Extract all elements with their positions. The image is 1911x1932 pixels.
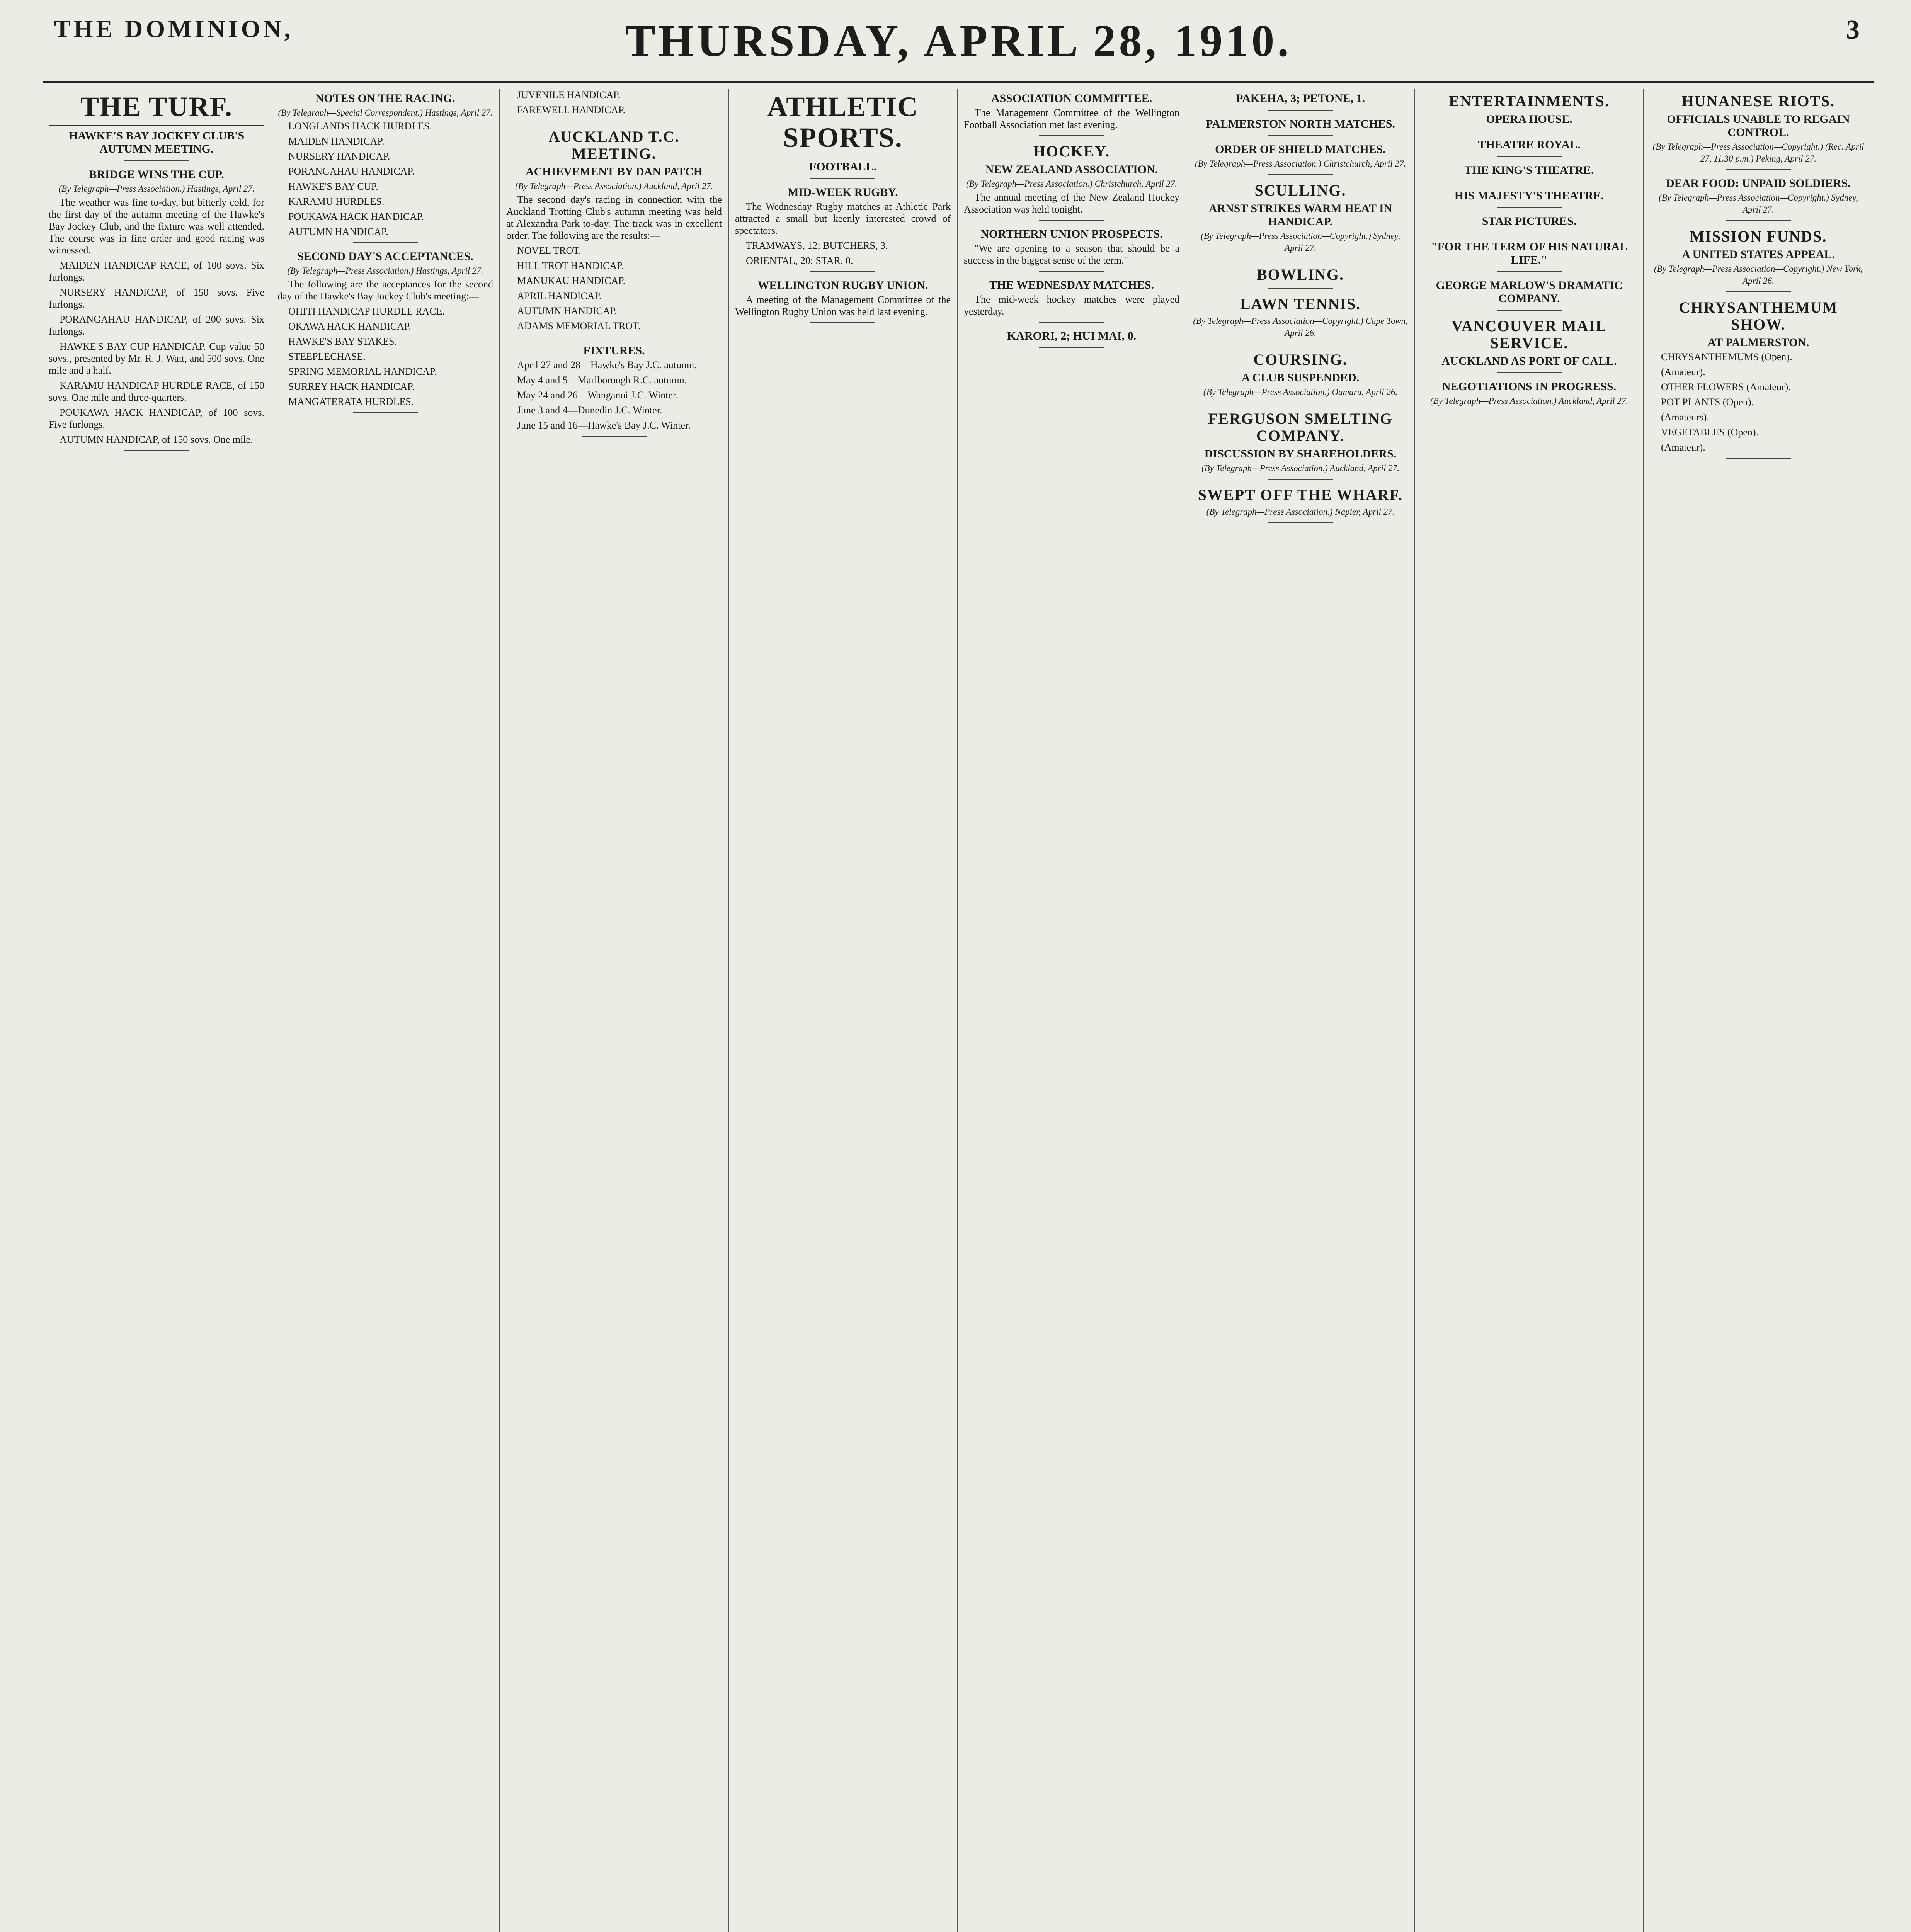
article xyxy=(1650,177,1867,221)
masthead-title: THURSDAY, APRIL 28, 1910. xyxy=(625,15,1292,66)
article xyxy=(277,250,493,413)
article xyxy=(964,228,1179,272)
subheadline: ARNST STRIKES WARM HEAT IN HANDICAP. xyxy=(1208,202,1392,228)
headline: HUNANESE RIOTS. xyxy=(1681,92,1835,110)
paragraph: (Amateur). xyxy=(1661,442,1705,453)
paragraph: OHITI HANDICAP HURDLE RACE. xyxy=(288,306,445,317)
article xyxy=(1421,380,1637,412)
divider xyxy=(353,412,417,413)
article xyxy=(1421,189,1637,208)
paragraph: The Wednesday Rugby matches at Athletic Park attracted a small but keenly interested crowd of spectators. xyxy=(735,201,951,236)
article xyxy=(1193,266,1408,289)
dateline: (By Telegraph—Special Correspondent.) Hastings, April 27. xyxy=(278,108,493,117)
column-6 xyxy=(1186,89,1415,1932)
subheadline: AT PALMERSTON. xyxy=(1707,336,1809,349)
article xyxy=(1193,117,1408,136)
divider xyxy=(1497,310,1561,311)
subheadline: ORDER OF SHIELD MATCHES. xyxy=(1215,143,1386,156)
page-number: 3 xyxy=(1846,15,1863,45)
article xyxy=(49,91,264,161)
subheadline: WELLINGTON RUGBY UNION. xyxy=(757,279,928,292)
paragraph: NOVEL TROT. xyxy=(517,245,581,256)
divider xyxy=(1497,271,1561,272)
paragraph: PORANGAHAU HANDICAP. xyxy=(288,166,415,177)
paragraph: APRIL HANDICAP. xyxy=(517,290,602,301)
subheadline: NOTES ON THE RACING. xyxy=(315,92,455,105)
paragraph: A meeting of the Management Committee of the Wellington Rugby Union was held last evening. xyxy=(735,294,951,317)
headline: BOWLING. xyxy=(1256,266,1344,283)
subheadline: ACHIEVEMENT BY DAN PATCH xyxy=(525,165,703,178)
subheadline: AUCKLAND AS PORT OF CALL. xyxy=(1441,355,1617,367)
paragraph: NURSERY HANDICAP. xyxy=(288,151,390,162)
paragraph: The annual meeting of the New Zealand Hockey Association was held tonight. xyxy=(964,192,1179,215)
headline: CHRYSANTHEMUM SHOW. xyxy=(1679,299,1838,333)
paragraph: NURSERY HANDICAP, of 150 sovs. Five furlongs. xyxy=(49,287,264,310)
article xyxy=(506,128,722,337)
divider xyxy=(124,160,189,161)
subheadline: NEW ZEALAND ASSOCIATION. xyxy=(985,163,1158,176)
paragraph: April 27 and 28—Hawke's Bay J.C. autumn. xyxy=(517,359,697,371)
dateline: (By Telegraph—Press Association—Copyright.) Cape Town, April 26. xyxy=(1193,316,1408,338)
subheadline: NEGOTIATIONS IN PROGRESS. xyxy=(1442,380,1617,393)
paragraph: MANUKAU HANDICAP. xyxy=(517,275,626,286)
dateline: (By Telegraph—Press Association—Copyright.) Sydney, April 27. xyxy=(1201,231,1400,253)
subheadline: HIS MAJESTY'S THEATRE. xyxy=(1454,189,1604,202)
divider xyxy=(1268,135,1332,136)
paragraph: SURREY HACK HANDICAP. xyxy=(288,381,415,392)
masthead xyxy=(43,8,1874,83)
article xyxy=(1193,143,1408,175)
article xyxy=(506,89,722,121)
paragraph: KARAMU HANDICAP HURDLE RACE, of 150 sovs. One mile and three-quarters. xyxy=(49,380,264,403)
article xyxy=(277,92,493,243)
subheadline: KARORI, 2; HUI MAI, 0. xyxy=(1007,330,1137,342)
paragraph: CHRYSANTHEMUMS (Open). xyxy=(1661,351,1792,362)
dateline: (By Telegraph—Press Association.) Napier, April 27. xyxy=(1206,507,1395,517)
subheadline: PALMERSTON NORTH MATCHES. xyxy=(1206,117,1395,130)
paragraph: AUTUMN HANDICAP, of 150 sovs. One mile. xyxy=(60,434,253,445)
dateline: (By Telegraph—Press Association.) Hastings, April 27. xyxy=(287,266,483,276)
subheadline: THE WEDNESDAY MATCHES. xyxy=(989,279,1154,291)
headline: ENTERTAINMENTS. xyxy=(1449,92,1610,110)
paragraph: AUTUMN HANDICAP. xyxy=(517,305,617,316)
article xyxy=(1421,318,1637,373)
divider xyxy=(1497,372,1561,373)
paragraph: MAIDEN HANDICAP RACE, of 100 sovs. Six furlongs. xyxy=(49,260,264,283)
divider xyxy=(1497,156,1561,157)
paragraph: MAIDEN HANDICAP. xyxy=(288,136,385,147)
headline: FERGUSON SMELTING COMPANY. xyxy=(1208,410,1393,444)
article xyxy=(1650,93,1867,170)
headline: SWEPT OFF THE WHARF. xyxy=(1198,486,1403,503)
paragraph: (Amateurs). xyxy=(1661,412,1709,423)
subheadline: FOOTBALL. xyxy=(809,160,877,173)
dateline: (By Telegraph—Press Association.) Christchurch, April 27. xyxy=(966,179,1178,189)
divider xyxy=(1268,522,1332,523)
dateline: (By Telegraph—Press Association.) Oamaru, April 26. xyxy=(1203,387,1398,397)
article xyxy=(964,330,1179,348)
divider xyxy=(1039,220,1104,221)
paragraph: OTHER FLOWERS (Amateur). xyxy=(1661,381,1791,393)
dateline: (By Telegraph—Press Association.) Auckland, April 27. xyxy=(1201,463,1399,473)
paragraph: HAWKE'S BAY CUP HANDICAP. Cup value 50 sovs., presented by Mr. R. J. Watt, and 500 sovs. One mile and a half. xyxy=(49,341,264,376)
article xyxy=(1650,228,1867,292)
dateline: (By Telegraph—Press Association.) Auckland, April 27. xyxy=(1430,396,1628,406)
paragraph: HAWKE'S BAY CUP. xyxy=(288,181,378,192)
paragraph: (Amateur). xyxy=(1661,366,1705,378)
paragraph: POUKAWA HACK HANDICAP, of 100 sovs. Five furlongs. xyxy=(49,407,264,430)
divider xyxy=(1726,169,1791,170)
paragraph: The second day's racing in connection with the Auckland Trotting Club's autumn meeting was held at Alexandra Park to-day. The track was in excellent order. The following are the results:— xyxy=(506,194,722,241)
columns xyxy=(43,89,1874,1932)
headline: THE TURF. xyxy=(49,91,264,126)
dateline: (By Telegraph—Press Association.) Auckland, April 27. xyxy=(515,181,713,191)
divider xyxy=(353,242,417,243)
article xyxy=(1421,279,1637,311)
article xyxy=(735,186,951,272)
masthead-left: THE DOMINION, xyxy=(54,15,294,43)
article xyxy=(1193,92,1408,111)
subheadline: THE KING'S THEATRE. xyxy=(1464,164,1594,177)
paragraph: OKAWA HACK HANDICAP. xyxy=(288,321,411,332)
subheadline: HAWKE'S BAY JOCKEY CLUB'S AUTUMN MEETING. xyxy=(68,129,245,155)
headline: AUCKLAND T.C. MEETING. xyxy=(548,128,680,162)
headline: COURSING. xyxy=(1253,351,1348,368)
article xyxy=(1193,296,1408,344)
subheadline: DEAR FOOD: UNPAID SOLDIERS. xyxy=(1666,177,1851,190)
article xyxy=(1193,486,1408,523)
subheadline: A UNITED STATES APPEAL. xyxy=(1682,248,1835,261)
paragraph: STEEPLECHASE. xyxy=(288,351,366,362)
subheadline: "FOR THE TERM OF HIS NATURAL LIFE." xyxy=(1431,240,1628,266)
column-8 xyxy=(1644,89,1873,1932)
paragraph: HILL TROT HANDICAP. xyxy=(517,260,624,271)
divider xyxy=(1268,288,1332,289)
paragraph: MANGATERATA HURDLES. xyxy=(288,396,414,407)
divider xyxy=(1726,220,1791,221)
subheadline: FIXTURES. xyxy=(583,344,645,357)
divider xyxy=(1268,479,1332,480)
headline: HOCKEY. xyxy=(1033,143,1110,160)
paragraph: SPRING MEMORIAL HANDICAP. xyxy=(288,366,437,377)
paragraph: June 3 and 4—Dunedin J.C. Winter. xyxy=(517,405,662,416)
column-2 xyxy=(271,89,500,1932)
divider xyxy=(1497,207,1561,208)
divider xyxy=(1726,458,1791,459)
subheadline: NORTHERN UNION PROSPECTS. xyxy=(980,228,1163,240)
article xyxy=(964,143,1179,221)
paragraph: "We are opening to a season that should be a success in the biggest sense of the term." xyxy=(964,243,1179,266)
divider xyxy=(1039,271,1104,272)
column-1 xyxy=(43,89,271,1932)
paragraph: POT PLANTS (Open). xyxy=(1661,396,1754,408)
subheadline: SECOND DAY'S ACCEPTANCES. xyxy=(297,250,473,263)
divider xyxy=(810,322,875,323)
article xyxy=(49,168,264,451)
paragraph: June 15 and 16—Hawke's Bay J.C. Winter. xyxy=(517,420,691,431)
divider xyxy=(1268,110,1332,111)
subheadline: BRIDGE WINS THE CUP. xyxy=(89,168,224,181)
paragraph: May 24 and 26—Wanganui J.C. Winter. xyxy=(517,389,678,401)
paragraph: ORIENTAL, 20; STAR, 0. xyxy=(746,255,853,266)
paragraph: ADAMS MEMORIAL TROT. xyxy=(517,320,641,332)
headline: LAWN TENNIS. xyxy=(1240,295,1361,313)
dateline: (By Telegraph—Press Association—Copyright.) (Rec. April 27, 11.30 p.m.) Peking, April 27. xyxy=(1652,142,1864,163)
article xyxy=(1421,215,1637,233)
divider xyxy=(1039,135,1104,136)
divider xyxy=(810,178,875,179)
subheadline: PAKEHA, 3; PETONE, 1. xyxy=(1236,92,1365,105)
article xyxy=(1421,93,1637,131)
column-7 xyxy=(1415,89,1644,1932)
column-5 xyxy=(958,89,1186,1932)
article xyxy=(735,279,951,323)
paragraph: May 4 and 5—Marlborough R.C. autumn. xyxy=(517,374,687,386)
paragraph: VEGETABLES (Open). xyxy=(1661,427,1759,438)
article xyxy=(1421,164,1637,182)
paragraph: The mid-week hockey matches were played yesterday. xyxy=(964,294,1179,317)
headline: SCULLING. xyxy=(1254,182,1346,199)
article xyxy=(1421,240,1637,272)
dateline: (By Telegraph—Press Association.) Christchurch, April 27. xyxy=(1195,159,1406,168)
column-4 xyxy=(729,89,958,1932)
paragraph: The following are the acceptances for the second day of the Hawke's Bay Jockey Club's meeting:— xyxy=(277,279,493,302)
subheadline: DISCUSSION BY SHAREHOLDERS. xyxy=(1204,447,1397,460)
article xyxy=(964,92,1179,136)
article xyxy=(964,279,1179,323)
subheadline: MID-WEEK RUGBY. xyxy=(788,186,898,199)
subheadline: ASSOCIATION COMMITTEE. xyxy=(991,92,1152,105)
article xyxy=(735,91,951,179)
paragraph: FAREWELL HANDICAP. xyxy=(517,104,626,116)
dateline: (By Telegraph—Press Association—Copyright.) New York, April 26. xyxy=(1654,264,1863,286)
article xyxy=(1193,182,1408,259)
article xyxy=(506,344,722,437)
paragraph: POUKAWA HACK HANDICAP. xyxy=(288,211,424,222)
paragraph: AUTUMN HANDICAP. xyxy=(288,226,388,237)
paragraph: The weather was fine to-day, but bitterly cold, for the first day of the autumn meeting of the Hawke's Bay Jockey Club, and the fixture was well attended. The course was in fine order and good racing was witnessed. xyxy=(49,197,264,256)
paragraph: LONGLANDS HACK HURDLES. xyxy=(288,121,432,132)
dateline: (By Telegraph—Press Association—Copyright.) Sydney, April 27. xyxy=(1659,193,1858,214)
dateline: (By Telegraph—Press Association.) Hastings, April 27. xyxy=(58,184,255,194)
subheadline: GEORGE MARLOW'S DRAMATIC COMPANY. xyxy=(1436,279,1623,305)
article xyxy=(1421,138,1637,157)
paragraph: HAWKE'S BAY STAKES. xyxy=(288,336,397,347)
divider xyxy=(1268,174,1332,175)
divider xyxy=(124,450,189,451)
headline: VANCOUVER MAIL SERVICE. xyxy=(1452,317,1607,352)
subheadline: OFFICIALS UNABLE TO REGAIN CONTROL. xyxy=(1667,113,1850,139)
subheadline: THEATRE ROYAL. xyxy=(1478,138,1581,151)
column-3 xyxy=(500,89,729,1932)
divider xyxy=(1039,347,1104,348)
paragraph: The Management Committee of the Wellington Football Association met last evening. xyxy=(964,107,1179,130)
divider xyxy=(1726,291,1791,292)
divider xyxy=(582,436,646,437)
paragraph: KARAMU HURDLES. xyxy=(288,196,385,207)
headline: ATHLETIC SPORTS. xyxy=(735,91,951,157)
headline: MISSION FUNDS. xyxy=(1690,228,1827,245)
subheadline: STAR PICTURES. xyxy=(1482,215,1577,228)
article xyxy=(1193,351,1408,403)
paragraph: JUVENILE HANDICAP. xyxy=(517,89,621,100)
divider xyxy=(810,271,875,272)
article xyxy=(1650,299,1867,459)
paragraph: PORANGAHAU HANDICAP, of 200 sovs. Six furlongs. xyxy=(49,314,264,337)
divider xyxy=(1039,322,1104,323)
article xyxy=(1193,410,1408,480)
paragraph: TRAMWAYS, 12; BUTCHERS, 3. xyxy=(746,240,888,251)
subheadline: OPERA HOUSE. xyxy=(1486,113,1572,126)
subheadline: A CLUB SUSPENDED. xyxy=(1241,371,1360,384)
